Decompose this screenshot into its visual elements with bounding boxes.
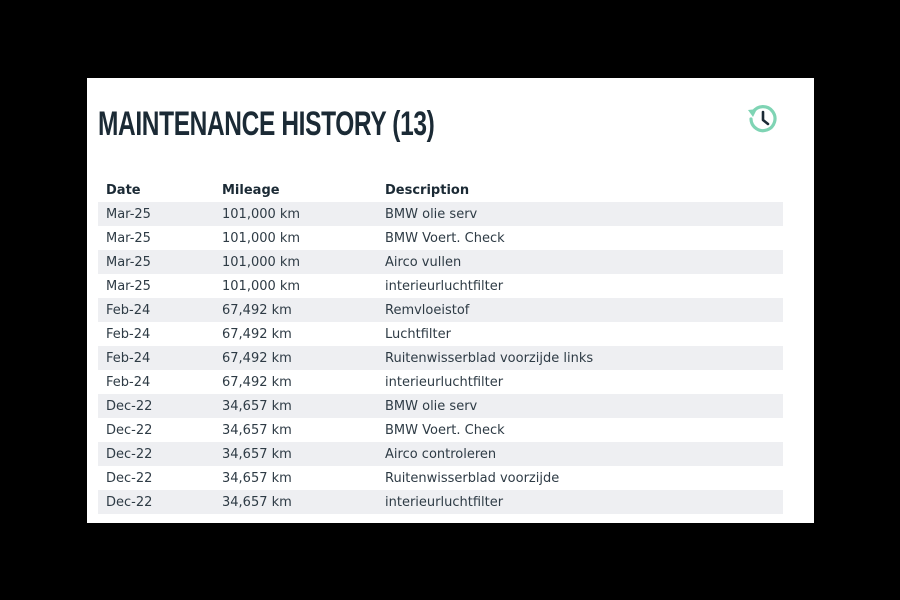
table-row (98, 202, 783, 226)
maintenance-history-card (87, 78, 814, 523)
cell-date: Dec-22 (98, 466, 214, 490)
cell-date: Feb-24 (98, 346, 214, 370)
column-header-description: Description (385, 182, 470, 198)
cell-date: Mar-25 (98, 274, 214, 298)
cell-mileage: 101,000 km (214, 274, 377, 298)
cell-description: interieurluchtfilter (377, 274, 783, 298)
cell-date: Mar-25 (98, 202, 214, 226)
table-row (98, 322, 783, 346)
cell-mileage: 101,000 km (214, 250, 377, 274)
cell-date: Dec-22 (98, 394, 214, 418)
history-clock-icon (746, 102, 780, 136)
table-row (98, 442, 783, 466)
cell-date: Feb-24 (98, 322, 214, 346)
cell-mileage: 34,657 km (214, 394, 377, 418)
column-header-mileage: Mileage (222, 182, 280, 198)
page-title: MAINTENANCE HISTORY (13) (98, 105, 435, 143)
cell-mileage: 34,657 km (214, 442, 377, 466)
cell-description: BMW olie serv (377, 394, 783, 418)
table-row (98, 394, 783, 418)
table-row (98, 298, 783, 322)
cell-description: Luchtfilter (377, 322, 783, 346)
cell-description: interieurluchtfilter (377, 490, 783, 514)
cell-date: Mar-25 (98, 226, 214, 250)
cell-mileage: 67,492 km (214, 298, 377, 322)
table-row (98, 250, 783, 274)
cell-description: BMW Voert. Check (377, 418, 783, 442)
cell-date: Feb-24 (98, 298, 214, 322)
cell-mileage: 101,000 km (214, 226, 377, 250)
cell-description: Airco vullen (377, 250, 783, 274)
table-row (98, 370, 783, 394)
history-button[interactable] (744, 100, 782, 138)
cell-date: Dec-22 (98, 490, 214, 514)
table-row (98, 418, 783, 442)
cell-description: Airco controleren (377, 442, 783, 466)
cell-mileage: 67,492 km (214, 322, 377, 346)
cell-date: Dec-22 (98, 418, 214, 442)
table-row (98, 226, 783, 250)
table-row (98, 490, 783, 514)
table-row (98, 466, 783, 490)
cell-description: Ruitenwisserblad voorzijde links (377, 346, 783, 370)
cell-mileage: 67,492 km (214, 346, 377, 370)
cell-mileage: 34,657 km (214, 466, 377, 490)
cell-description: BMW Voert. Check (377, 226, 783, 250)
cell-date: Dec-22 (98, 442, 214, 466)
cell-mileage: 67,492 km (214, 370, 377, 394)
cell-date: Feb-24 (98, 370, 214, 394)
cell-description: interieurluchtfilter (377, 370, 783, 394)
table-header-row (98, 178, 783, 202)
cell-description: Remvloeistof (377, 298, 783, 322)
column-header-date: Date (106, 182, 141, 198)
cell-description: Ruitenwisserblad voorzijde (377, 466, 783, 490)
cell-mileage: 34,657 km (214, 490, 377, 514)
table-row (98, 274, 783, 298)
cell-mileage: 101,000 km (214, 202, 377, 226)
cell-mileage: 34,657 km (214, 418, 377, 442)
table-row (98, 346, 783, 370)
maintenance-table (98, 178, 783, 514)
cell-description: BMW olie serv (377, 202, 783, 226)
cell-date: Mar-25 (98, 250, 214, 274)
